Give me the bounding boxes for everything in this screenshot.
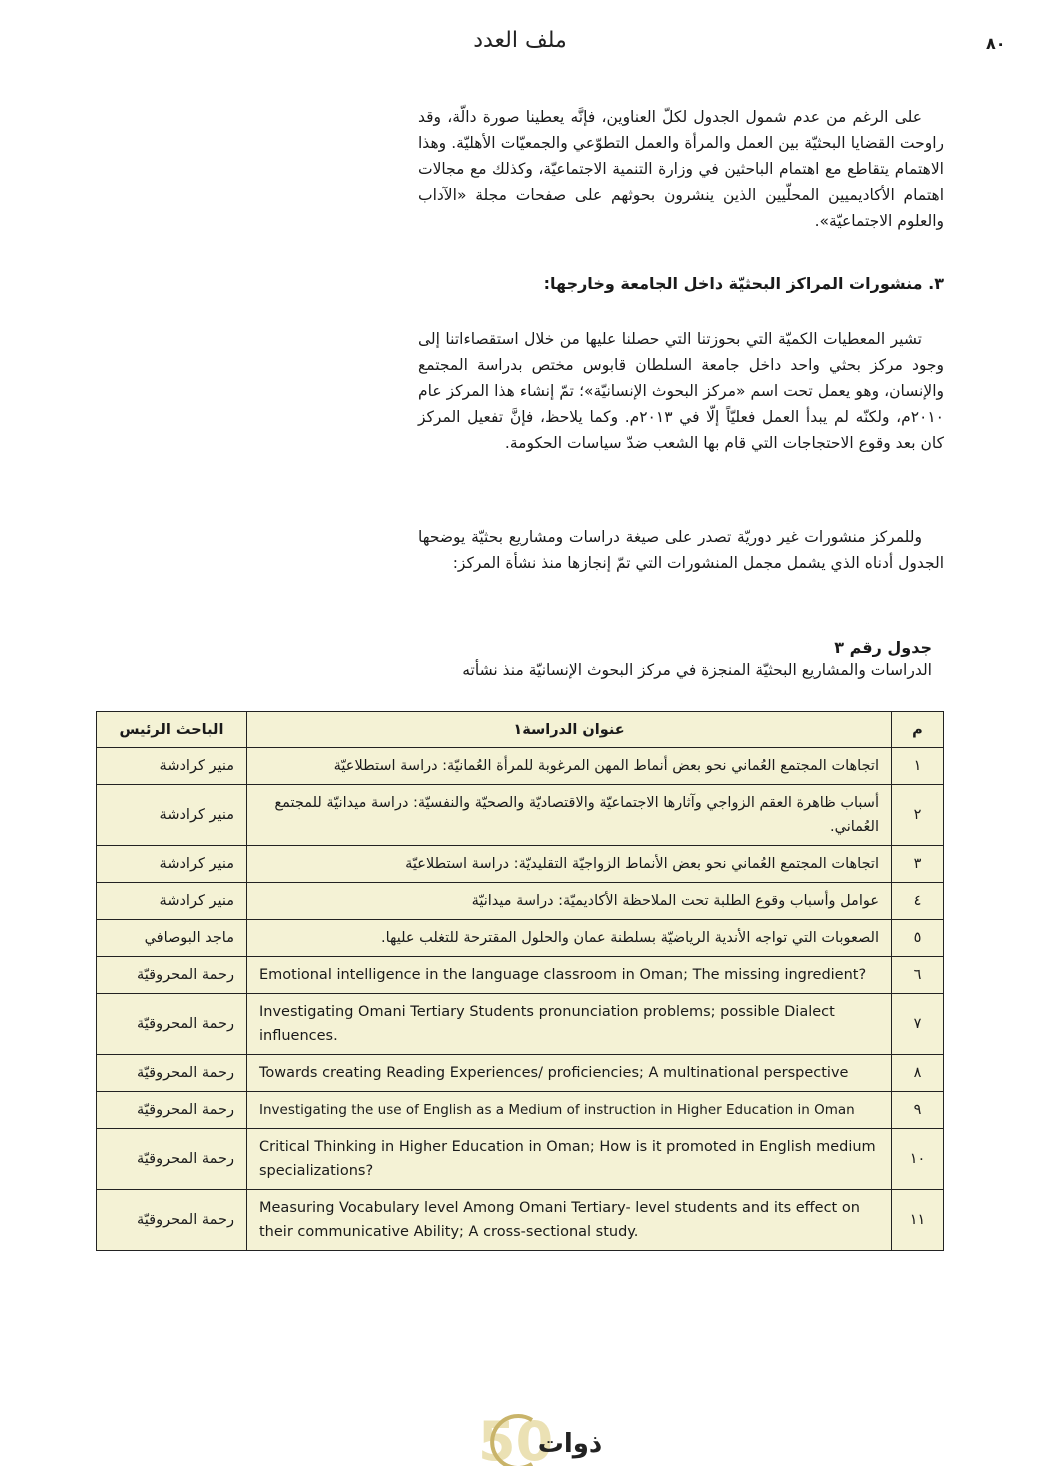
header-title: عنوان الدراسة١ [247, 712, 892, 748]
cell-num: ٦ [892, 957, 944, 994]
cell-researcher: رحمة المحروقيّة [97, 1129, 247, 1190]
paragraph-research-center [418, 326, 944, 456]
paragraph-text: تشير المعطيات الكميّة التي بحوزتنا التي حصلنا عليها من خلال استقصاءاتنا إلى وجود مركز بحثي واحد داخل جامعة السلطان قابوس مختص بدراسة المجتمع والإنسان، وهو يعمل تحت اسم «مركز البحوث الإنسانيّة»؛ تمّ إنشاء هذا المركز عام ٢٠١٠م، ولكنّه لم يبدأ العمل فعليّاً إلّا في ٢٠١٣م. وكما يلاحظ، فإنَّ تفعيل المركز كان بعد وقوع الاحتجاجات التي قام بها الشعب ضدّ سياسات الحكومة. [418, 330, 944, 452]
table-caption [418, 638, 932, 682]
cell-researcher: منير كرادشة [97, 846, 247, 883]
cell-num: ٣ [892, 846, 944, 883]
cell-title: Emotional intelligence in the language classroom in Oman; The missing ingredient? [247, 957, 892, 994]
cell-title: Investigating the use of English as a Medium of instruction in Higher Education in Oman [247, 1092, 892, 1129]
cell-researcher: منير كرادشة [97, 883, 247, 920]
table-row [97, 1092, 944, 1129]
table-row [97, 846, 944, 883]
page-number: ٨٠ [986, 34, 1006, 53]
logo-graphic [470, 1410, 610, 1466]
magazine-logo [470, 1410, 610, 1466]
cell-researcher: منير كرادشة [97, 748, 247, 785]
logo-text: ذوات [537, 1429, 603, 1459]
paragraph-publications [418, 524, 944, 576]
cell-researcher: رحمة المحروقيّة [97, 994, 247, 1055]
logo-number: 50 [478, 1410, 554, 1466]
table-row [97, 785, 944, 846]
paragraph-intro [418, 104, 944, 234]
cell-num: ٢ [892, 785, 944, 846]
paragraph-text: وللمركز منشورات غير دوريّة تصدر على صيغة دراسات ومشاريع بحثيّة يوضحها الجدول أدناه الذي يشمل مجمل المنشورات التي تمّ إنجازها منذ نشأة المركز: [418, 528, 944, 572]
header-num: م [892, 712, 944, 748]
table-row [97, 920, 944, 957]
cell-num: ١١ [892, 1190, 944, 1251]
table-subtitle: الدراسات والمشاريع البحثيّة المنجزة في مركز البحوث الإنسانيّة منذ نشأته [462, 661, 932, 679]
cell-num: ١ [892, 748, 944, 785]
heading-text: ٣. منشورات المراكز البحثيّة داخل الجامعة وخارجها: [543, 274, 944, 293]
cell-title: Critical Thinking in Higher Education in Oman; How is it promoted in English medium specializations? [247, 1129, 892, 1190]
cell-title: الصعوبات التي تواجه الأندية الرياضيّة بسلطنة عمان والحلول المقترحة للتغلب عليها. [247, 920, 892, 957]
studies-table [96, 711, 944, 1251]
paragraph-text: على الرغم من عدم شمول الجدول لكلّ العناوين، فإنَّه يعطينا صورة دالّة، وقد راوحت القضايا البحثيّة بين العمل والمرأة والعمل التطوّعي والجمعيّات الأهليّة. وهذا الاهتمام يتقاطع مع اهتمام الباحثين في وزارة التنمية الاجتماعيّة، وكذلك مع مجالات اهتمام الأكاديميين المحلّيين الذين ينشرون بحوثهم على صفحات مجلة «الآداب والعلوم الاجتماعيّة». [418, 108, 944, 230]
section-header: ملف العدد [473, 28, 567, 53]
cell-title: Measuring Vocabulary level Among Omani Tertiary- level students and its effect on their communicative Ability; A cross-sectional study. [247, 1190, 892, 1251]
table-row [97, 1190, 944, 1251]
cell-title: Investigating Omani Tertiary Students pronunciation problems; possible Dialect influences. [247, 994, 892, 1055]
cell-researcher: رحمة المحروقيّة [97, 1055, 247, 1092]
cell-researcher: منير كرادشة [97, 785, 247, 846]
cell-num: ٨ [892, 1055, 944, 1092]
cell-title: أسباب ظاهرة العقم الزواجي وآثارها الاجتماعيّة والاقتصاديّة والصحيّة والنفسيّة: دراسة ميدانيّة للمجتمع العُماني. [247, 785, 892, 846]
cell-num: ٩ [892, 1092, 944, 1129]
table-header-row [97, 712, 944, 748]
table-row [97, 957, 944, 994]
cell-researcher: ماجد البوصافي [97, 920, 247, 957]
cell-researcher: رحمة المحروقيّة [97, 957, 247, 994]
table-row [97, 994, 944, 1055]
cell-title: عوامل وأسباب وقوع الطلبة تحت الملاحظة الأكاديميّة: دراسة ميدانيّة [247, 883, 892, 920]
table-row [97, 883, 944, 920]
header-researcher: الباحث الرئيس [97, 712, 247, 748]
cell-title: اتجاهات المجتمع العُماني نحو بعض الأنماط الزواجيّة التقليديّة: دراسة استطلاعيّة [247, 846, 892, 883]
table-row [97, 1055, 944, 1092]
cell-num: ٧ [892, 994, 944, 1055]
cell-num: ١٠ [892, 1129, 944, 1190]
cell-researcher: رحمة المحروقيّة [97, 1190, 247, 1251]
cell-num: ٥ [892, 920, 944, 957]
table-row [97, 1129, 944, 1190]
table-row [97, 748, 944, 785]
section-heading-3 [418, 271, 944, 297]
cell-num: ٤ [892, 883, 944, 920]
cell-title: Towards creating Reading Experiences/ proficiencies; A multinational perspective [247, 1055, 892, 1092]
cell-researcher: رحمة المحروقيّة [97, 1092, 247, 1129]
table-title: جدول رقم ٣ [834, 638, 932, 657]
cell-title: اتجاهات المجتمع العُماني نحو بعض أنماط المهن المرغوبة للمرأة العُمانيّة: دراسة استطلاعيّة [247, 748, 892, 785]
